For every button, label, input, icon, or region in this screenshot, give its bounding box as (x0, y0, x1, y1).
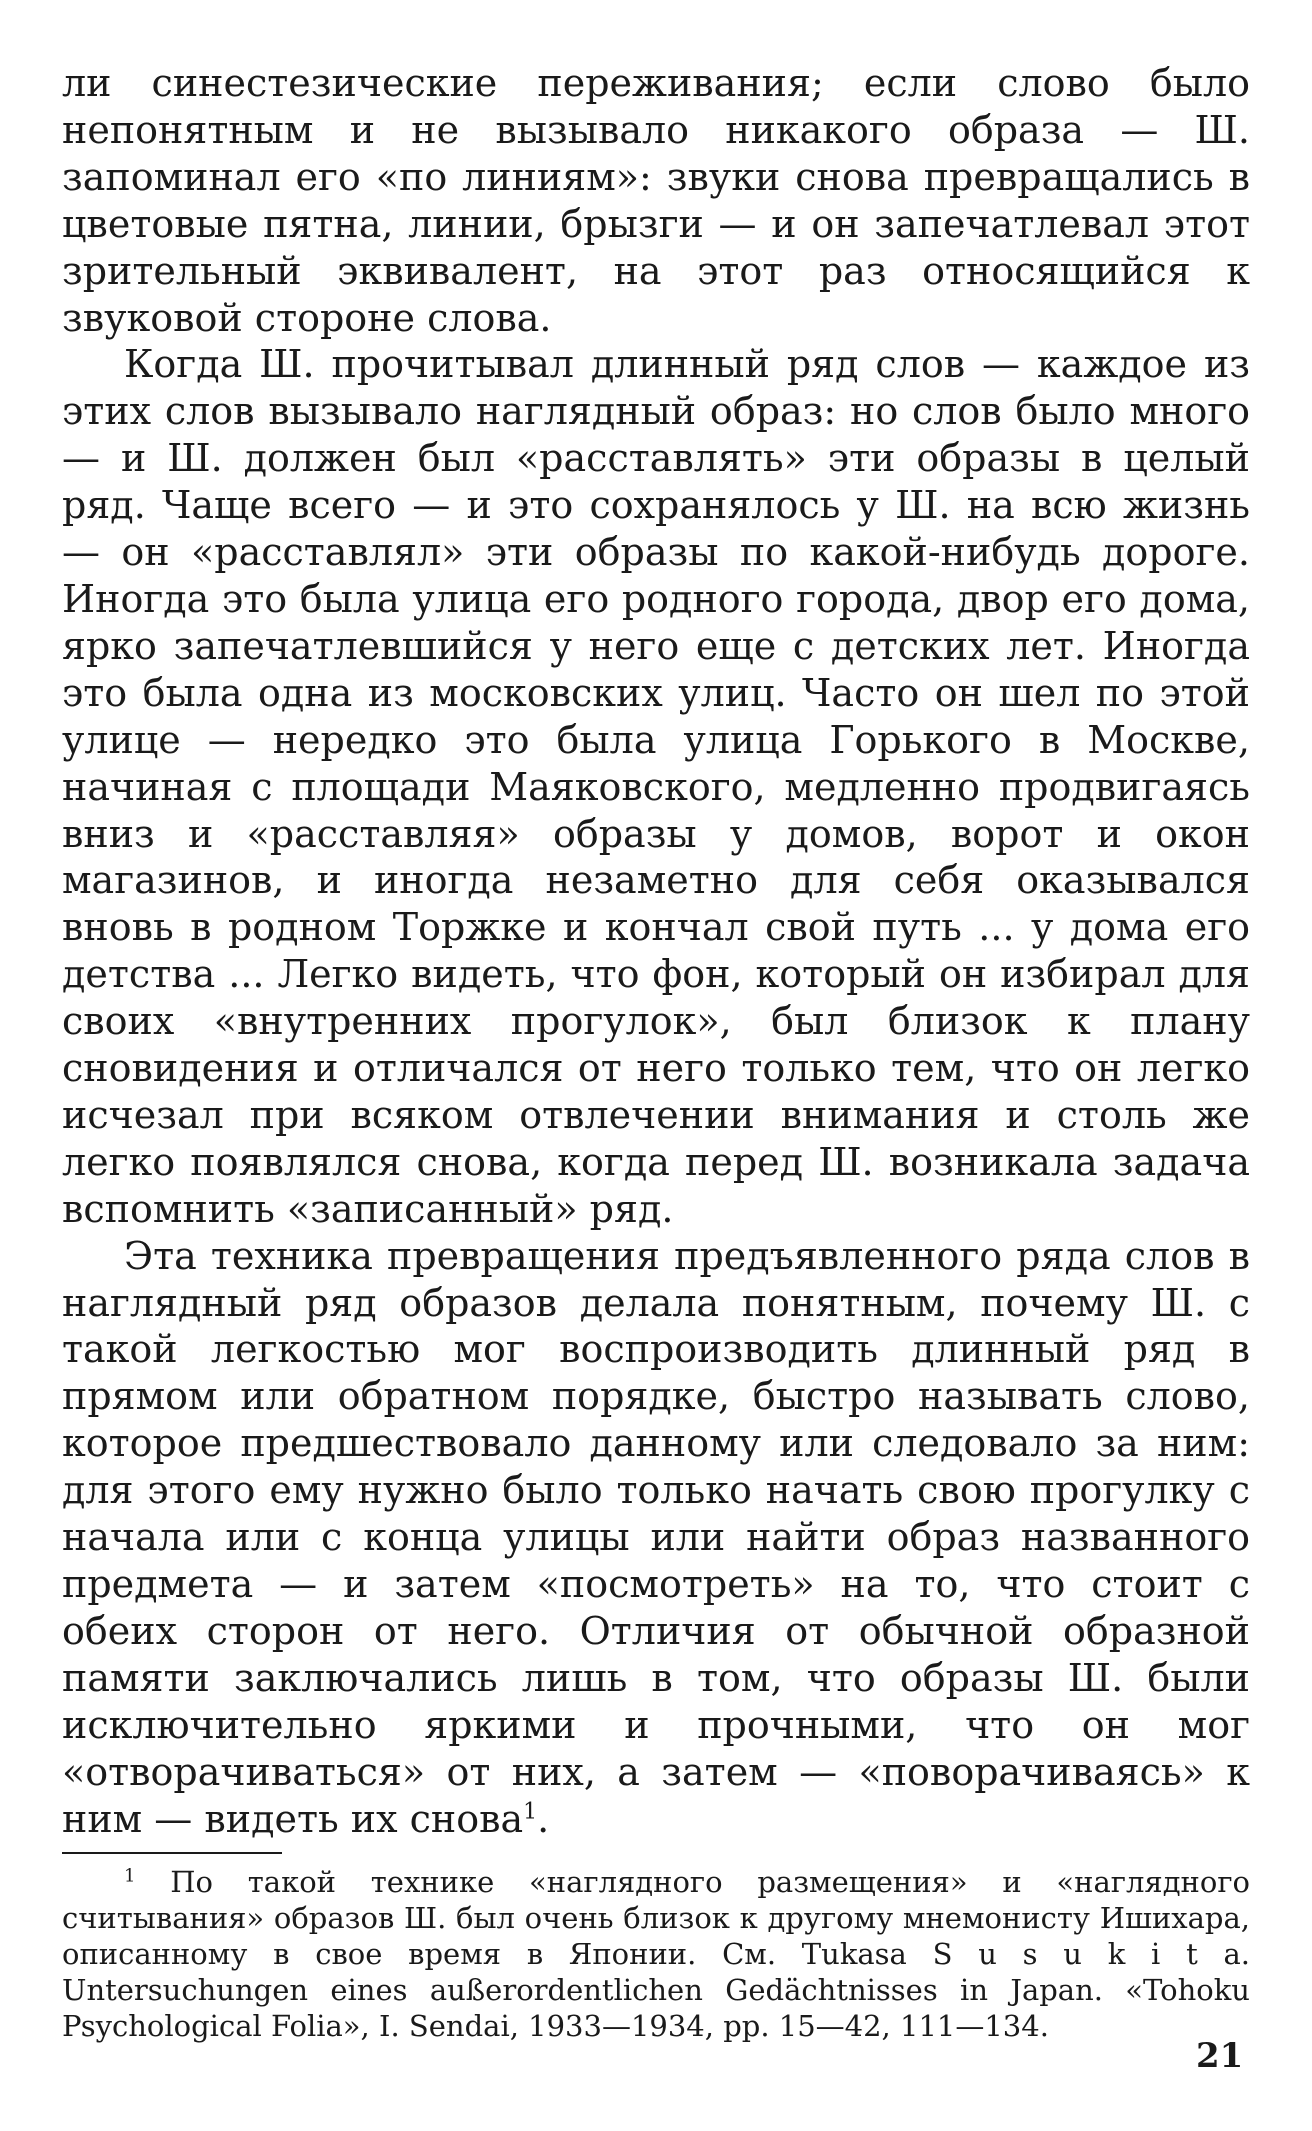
page-number: 21 (1196, 2036, 1244, 2076)
footnote-text: По такой технике «наглядного размещения» и «наглядного считывания» образов Ш. был очень близок к другому мнемонисту Ишихара, описанному в свое время в Японии. См. Tukasa S u s u k i t a. Untersuchungen eines außerordentlichen Gedächtnisses in Japan. «Tohoku Psychological Folia», I. Sendai, 1933—1934, pp. 15—42, 111—134. (62, 1865, 1250, 2044)
paragraph-technique-text: Эта техника превращения предъявленного ряда слов в наглядный ряд образов делала понятным, почему Ш. с такой легкостью мог воспроизводить длинный ряд в прямом или обратном порядке, быстро называть слово, которое предшествовало данному или следовало за ним: для этого ему нужно было только начать свою прогулку с начала или с конца улицы или найти образ названного предмета — и затем «посмотреть» на то, что стоит с обеих сторон от него. Отличия от обычной образной памяти заключались лишь в том, что образы Ш. были исключительно яркими и прочными, что он мог «отворачиваться» от них, а затем — «поворачиваясь» к ним — видеть их снова (62, 1233, 1250, 1841)
footnote (62, 1864, 1250, 2044)
book-page (62, 60, 1250, 2044)
paragraph-technique-end: . (537, 1796, 550, 1841)
paragraph-continuation: ли синестезические переживания; если слово было непонятным и не вызывало никакого образа — Ш. запоминал его «по линиям»: звуки снова превращались в цветовые пятна, линии, брызги — и он запечатлевал этот зрительный эквивалент, на этот раз относящийся к звуковой стороне слова. (62, 61, 1250, 340)
footnote-reference[interactable]: 1 (523, 1798, 538, 1824)
paragraph-technique (62, 1233, 1250, 1843)
paragraph-route: Когда Ш. прочитывал длинный ряд слов — каждое из этих слов вызывало наглядный образ: но слов было много — и Ш. должен был «расставлять» эти образы в целый ряд. Чаще всего — и это сохранялось у Ш. на всю жизнь — он «расставлял» эти образы по какой-нибудь дороге. Иногда это была улица его родного города, двор его дома, ярко запечатлевшийся у него еще с детских лет. Иногда это была одна из московских улиц. Часто он шел по этой улице — нередко это была улица Горького в Москве, начиная с площади Маяковского, медленно продвигаясь вниз и «расставляя» образы у домов, ворот и окон магазинов, и иногда незаметно для себя оказывался вновь в родном Торжке и кончал свой путь ... у дома его детства ... Легко видеть, что фон, который он избирал для своих «внутренних прогулок», был близок к плану сновидения и отличался от него только тем, что он легко исчезал при всяком отвлечении внимания и столь же легко появлялся снова, когда перед Ш. возникала задача вспомнить «записанный» ряд. (62, 342, 1250, 1231)
footnote-marker: 1 (124, 1865, 136, 1887)
footnote-divider (62, 1852, 282, 1854)
